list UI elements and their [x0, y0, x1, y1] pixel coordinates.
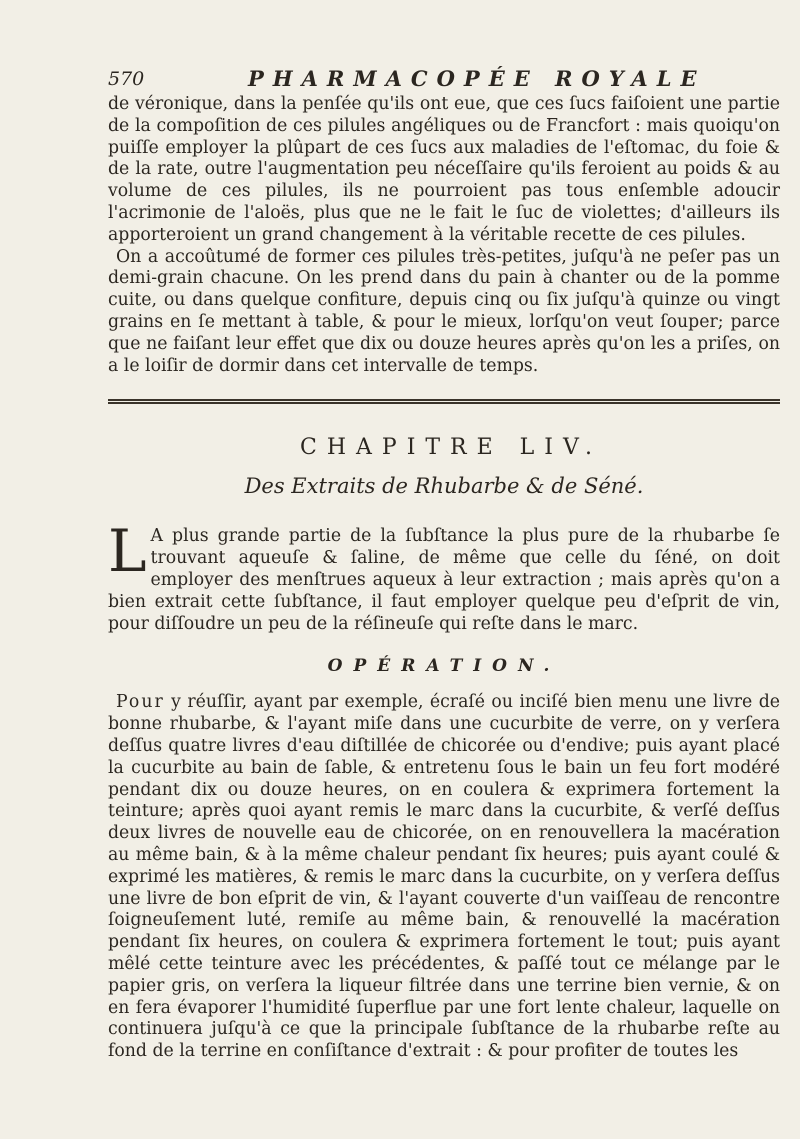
page-number: 570	[108, 68, 145, 90]
continuation-paragraph: de véronique, dans la penſée qu'ils ont eue, que ces ſucs faiſoient une partie de la compoſition de ces pilules angéliques ou de Francfort : mais quoiqu'on puiſſe employer la plûpart de ces ſucs aux maladies de l'eſtomac, du foie & de la rate, outre l'augmentation peu néceſſaire qu'ils feroient au poids & au volume de ces pilules, ils ne pourroient pas tous enſemble adoucir l'acrimonie de l'aloës, plus que ne le fait le ſuc de violettes; d'ailleurs ils apporteroient un grand changement à la véritable recette de ces pilules.	[108, 94, 780, 245]
chapter-opening-paragraph	[108, 517, 780, 635]
running-head	[108, 62, 780, 94]
chapter-divider-rule	[108, 399, 780, 405]
pills-custom-paragraph: On a accoûtumé de former ces pilules très-petites, juſqu'à ne peſer pas un demi-grain chacune. On les prend dans du pain à chanter ou de la pomme cuite, ou dans quelque confiture, depuis cinq ou ſix juſqu'à quinze ou vingt grains en ſe mettant à table, & pour le mieux, lorſqu'on veut ſouper; parce que ne faiſant leur effet que dix ou douze heures après qu'on les a priſes, on a le loiſir de dormir dans cet intervalle de temps.	[108, 246, 780, 376]
chapter-title: CHAPITRE LIV.	[299, 435, 603, 461]
operation-text: y réuſſir, ayant par exemple, écraſé ou inciſé bien menu une livre de bonne rhubarbe, & l'ayant miſe dans une cucurbite de verre, on y verſera deſſus quatre livres d'eau diſtillée de chicorée ou d'endive; puis ayant placé la cucurbite au bain de ſable, & entretenu ſous le bain un feu fort modéré pendant dix ou douze heures, on en coulera & exprimera fortement la teinture; après quoi ayant remis le marc dans la cucurbite, & verſé deſſus deux livres de nouvelle eau de chicorée, on en renouvellera la macération au même bain, & à la même chaleur pendant ſix heures; puis ayant coulé & exprimé les matières, & remis le marc dans la cucurbite, on y verſera deſſus une livre de bon eſprit de vin, & l'ayant couverte d'un vaiſſeau de rencontre ſoigneuſement luté, remiſe au même bain, & renouvellé la macération pendant ſix heures, on coulera & exprimera fortement le tout; puis ayant mêlé cette teinture avec les précédentes, & paſſé tout ce mélange par le papier gris, on verſera la liqueur filtrée dans une terrine bien vernie, & on en fera évaporer l'humidité ſuperflue par une fort lente chaleur, laquelle on continuera juſqu'à ce que la principale ſubſtance de la rhubarbe reſte au fond de la terrine en conſiſtance d'extrait : & pour profiter de toutes les	[108, 692, 780, 1062]
operation-lead-word: Pour	[116, 692, 165, 713]
running-title: PHARMACOPÉE ROYALE	[248, 66, 706, 91]
operation-paragraph	[108, 692, 780, 1063]
book-page	[108, 62, 780, 1063]
operation-heading: OPÉRATION.	[327, 656, 561, 677]
drop-cap: L	[108, 517, 147, 586]
chapter-subtitle: Des Extraits de Rhubarbe & de Séné.	[244, 474, 644, 499]
opening-text: A plus grande partie de la ſubſtance la plus pure de la rhubarbe ſe trouvant aqueuſe & ſaline, de même que celle du ſéné, on doit employer des menſtrues aqueux à leur extraction ; mais après qu'on a bien extrait cette ſubſtance, il faut employer quelque peu d'eſprit de vin, pour diſſoudre un peu de la réſineuſe qui reſte dans le marc.	[108, 526, 780, 634]
